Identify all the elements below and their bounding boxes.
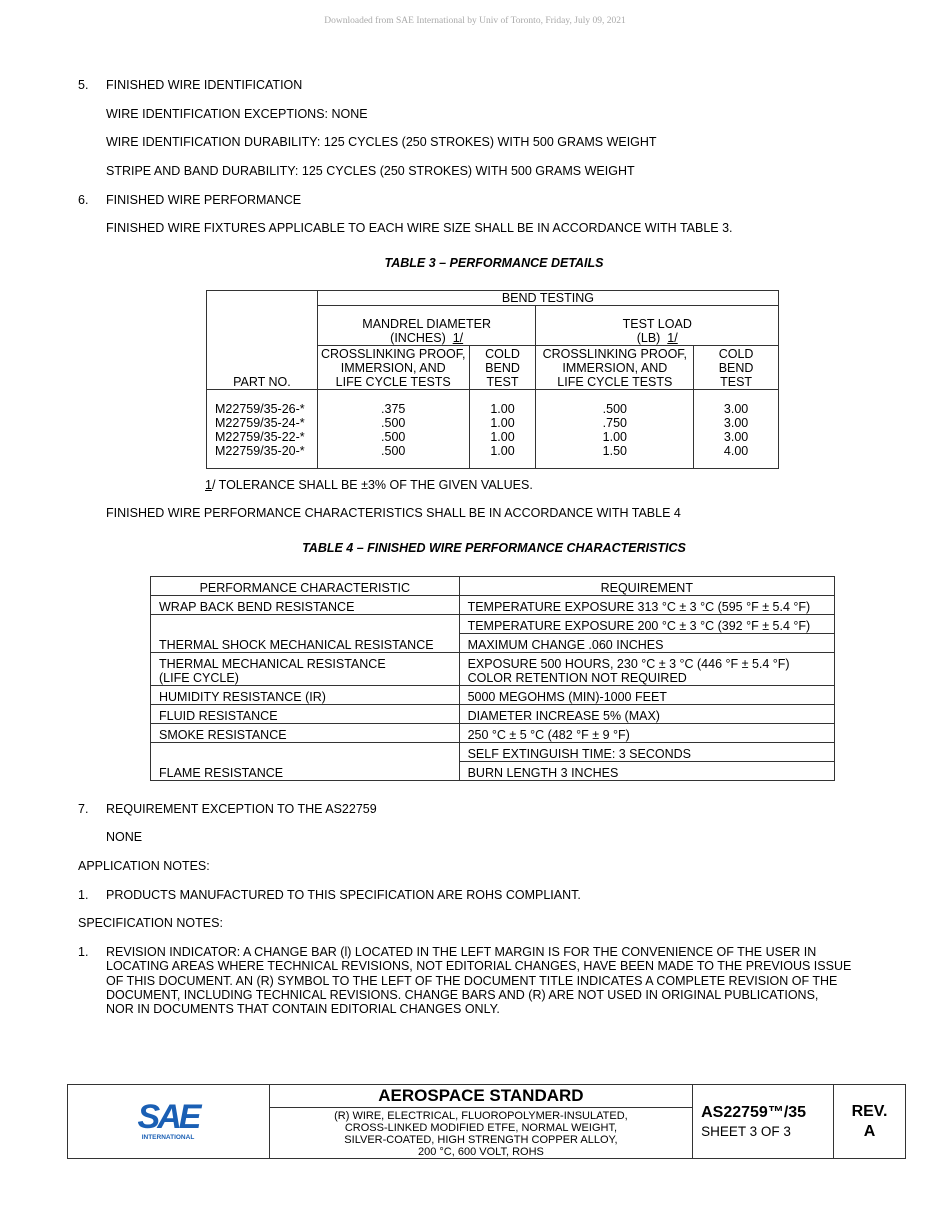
table-row: FLAME RESISTANCE SELF EXTINGUISH TIME: 3 SECONDS xyxy=(151,743,835,762)
standard-title-cell xyxy=(269,1085,692,1159)
revision-cell xyxy=(834,1085,906,1159)
download-notice: Downloaded from SAE International by Univ of Toronto, Friday, July 09, 2021 xyxy=(324,16,626,26)
part-no-header: PART NO. xyxy=(207,291,318,390)
svg-text:INTERNATIONAL: INTERNATIONAL xyxy=(142,1134,195,1141)
document-number: AS22759™/35 xyxy=(701,1104,807,1121)
tl-crosslinking-header: CROSSLINKING PROOF, IMMERSION, AND LIFE CYCLE TESTS xyxy=(536,346,694,390)
table-row: BURN LENGTH 3 INCHES xyxy=(151,762,835,781)
section-6-table4-intro: FINISHED WIRE PERFORMANCE CHARACTERISTICS SHALL BE IN ACCORDANCE WITH TABLE 4 xyxy=(106,506,681,520)
specification-note-text: REVISION INDICATOR: A CHANGE BAR (l) LOCATED IN THE LEFT MARGIN IS FOR THE CONVENIENCE OF THE USER IN LOCATING AREAS WHERE TECHNICAL REVISIONS, NOT EDITORIAL CHANGES, HAVE BEEN MADE TO THE PREVIOUS ISSUE OF THIS DOCUMENT. AN (R) SYMBOL TO THE LEFT OF THE DOCUMENT TITLE INDICATES A COMPLETE REVISION OF THE DOCUMENT, INCLUDING TECHNICAL REVISIONS. CHANGE BARS AND (R) ARE NOT USED IN ORIGINAL PUBLICATIONS, NOR IN DOCUMENTS THAT CONTAIN EDITORIAL CHANGES ONLY. xyxy=(106,945,852,1017)
table-row: SMOKE RESISTANCE 250 °C ± 5 °C (482 °F ± 9 °F) xyxy=(151,724,835,743)
table-4-caption: TABLE 4 – FINISHED WIRE PERFORMANCE CHARACTERISTICS xyxy=(302,541,686,555)
test-load-header: TEST LOAD (LB) 1/ xyxy=(536,306,779,346)
md-crosslinking-values: .375 .500 .500 .500 xyxy=(317,390,469,469)
wire-id-durability: WIRE IDENTIFICATION DURABILITY: 125 CYCLES (250 STROKES) WITH 500 GRAMS WEIGHT xyxy=(106,135,657,149)
table-row: THERMAL SHOCK MECHANICAL RESISTANCE TEMPERATURE EXPOSURE 200 °C ± 3 °C (392 °F ± 5.4 °F) xyxy=(151,615,835,634)
sae-logo-icon xyxy=(133,1098,203,1142)
revision-value: A xyxy=(863,1122,876,1140)
md-cold-bend-values: 1.00 1.00 1.00 1.00 xyxy=(469,390,536,469)
wire-id-exceptions: WIRE IDENTIFICATION EXCEPTIONS: NONE xyxy=(106,107,368,121)
specification-note-number: 1. xyxy=(78,945,89,959)
requirement-header: REQUIREMENT xyxy=(459,577,834,596)
table-row: M22759/35-20-* xyxy=(215,444,305,458)
sheet-number: SHEET 3 OF 3 xyxy=(701,1124,791,1139)
application-note-number: 1. xyxy=(78,888,89,902)
section-5-number: 5. xyxy=(78,78,89,92)
md-cold-bend-header: COLD BEND TEST xyxy=(469,346,536,390)
characteristic-header: PERFORMANCE CHARACTERISTIC xyxy=(151,577,460,596)
stripe-band-durability: STRIPE AND BAND DURABILITY: 125 CYCLES (250 STROKES) WITH 500 GRAMS WEIGHT xyxy=(106,164,635,178)
table-row: MAXIMUM CHANGE .060 INCHES xyxy=(151,634,835,653)
table-row: FLUID RESISTANCE DIAMETER INCREASE 5% (MAX) xyxy=(151,705,835,724)
svg-text:SAE: SAE xyxy=(137,1098,199,1136)
section-6-intro: FINISHED WIRE FIXTURES APPLICABLE TO EACH WIRE SIZE SHALL BE IN ACCORDANCE WITH TABLE 3. xyxy=(106,221,733,235)
application-notes-heading: APPLICATION NOTES: xyxy=(78,859,210,873)
performance-details-table xyxy=(206,290,779,469)
revision-label: REV. xyxy=(851,1102,888,1120)
mandrel-diameter-header: MANDREL DIAMETER (INCHES) 1/ xyxy=(317,306,536,346)
table-row: M22759/35-22-* xyxy=(215,430,305,444)
document-number-cell xyxy=(693,1085,834,1159)
performance-characteristics-table xyxy=(150,576,835,781)
section-6-title: FINISHED WIRE PERFORMANCE xyxy=(106,193,302,207)
table-3-footnote: 1/ TOLERANCE SHALL BE ±3% OF THE GIVEN VALUES. xyxy=(205,478,533,492)
bend-testing-header: BEND TESTING xyxy=(317,291,778,306)
tl-crosslinking-values: .500 .750 1.00 1.50 xyxy=(536,390,694,469)
tl-cold-bend-values: 3.00 3.00 3.00 4.00 xyxy=(694,390,779,469)
section-7-title: REQUIREMENT EXCEPTION TO THE AS22759 xyxy=(106,802,377,816)
section-6-number: 6. xyxy=(78,193,89,207)
md-crosslinking-header: CROSSLINKING PROOF, IMMERSION, AND LIFE CYCLE TESTS xyxy=(317,346,469,390)
table-row: WRAP BACK BEND RESISTANCE TEMPERATURE EXPOSURE 313 °C ± 3 °C (595 °F ± 5.4 °F) xyxy=(151,596,835,615)
tl-cold-bend-header: COLD BEND TEST xyxy=(694,346,779,390)
specification-notes-heading: SPECIFICATION NOTES: xyxy=(78,916,223,930)
title-block xyxy=(67,1084,906,1159)
table-row: M22759/35-26-* xyxy=(215,402,305,416)
standard-description: (R) WIRE, ELECTRICAL, FLUOROPOLYMER-INSULATED, CROSS-LINKED MODIFIED ETFE, NORMAL WEIGHT, SILVER-COATED, HIGH STRENGTH COPPER ALLOY, 200 °C, 600 VOLT, ROHS xyxy=(334,1110,628,1158)
standard-title: AEROSPACE STANDARD xyxy=(270,1085,692,1108)
table-row: HUMIDITY RESISTANCE (IR) 5000 MEGOHMS (MIN)-1000 FEET xyxy=(151,686,835,705)
section-5-title: FINISHED WIRE IDENTIFICATION xyxy=(106,78,303,92)
section-7-body: NONE xyxy=(106,830,143,844)
table-3-caption: TABLE 3 – PERFORMANCE DETAILS xyxy=(384,256,604,270)
application-note-text: PRODUCTS MANUFACTURED TO THIS SPECIFICATION ARE ROHS COMPLIANT. xyxy=(106,888,581,902)
table-row: THERMAL MECHANICAL RESISTANCE (LIFE CYCLE) EXPOSURE 500 HOURS, 230 °C ± 3 °C (446 °F ± 5.4 °F) COLOR RETENTION NOT REQUIRED xyxy=(151,653,835,686)
table-row: M22759/35-24-* xyxy=(215,416,305,430)
sae-logo xyxy=(68,1085,270,1159)
section-7-number: 7. xyxy=(78,802,89,816)
part-numbers-cell xyxy=(207,390,318,469)
